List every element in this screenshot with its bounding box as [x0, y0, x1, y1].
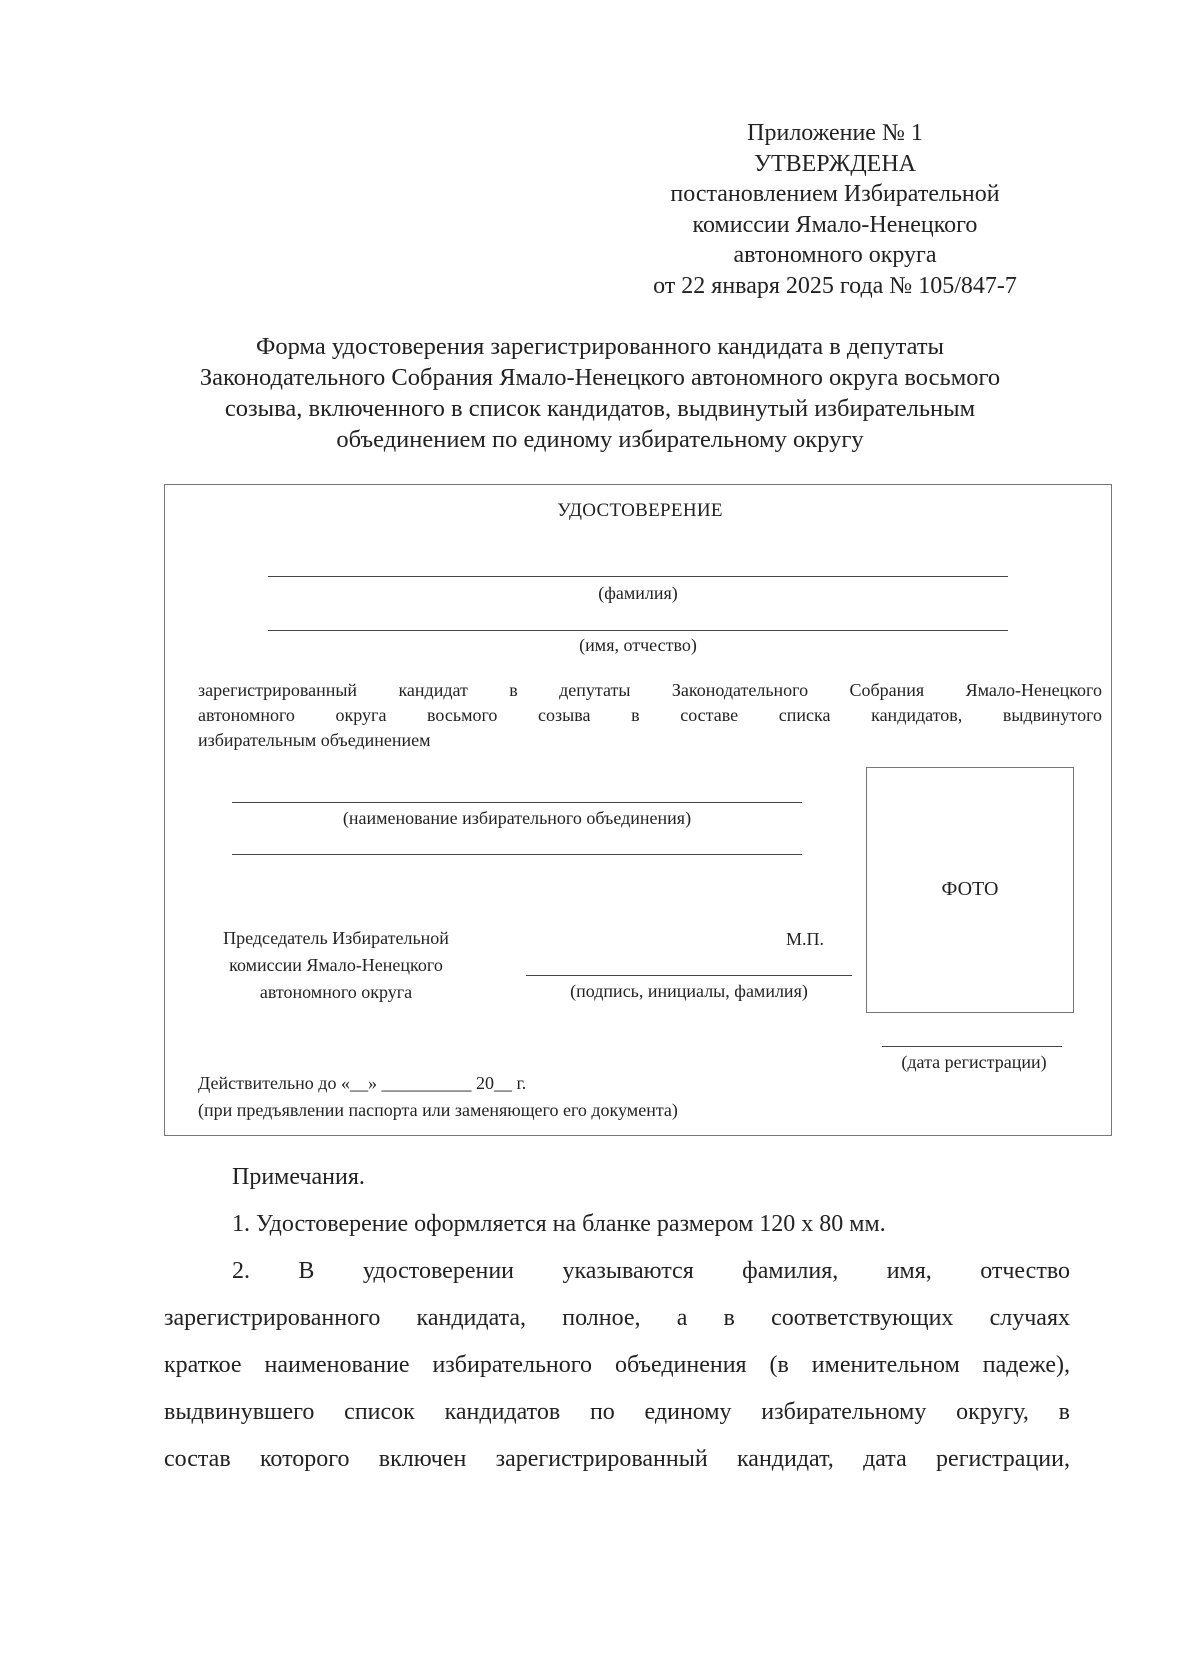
approved-by-line1: постановлением Избирательной: [670, 181, 1000, 207]
registration-date-caption: (дата регистрации): [901, 1052, 1047, 1072]
note-2-line2: зарегистрированного кандидата, полное, а в соответствующих случаях: [164, 1305, 1070, 1331]
certificate-body-line3: избирательным объединением: [198, 730, 431, 750]
note-2-line4: выдвинувшего список кандидатов по единому избирательному округу, в: [164, 1399, 1070, 1425]
valid-note: (при предъявлении паспорта или заменяющего его документа): [198, 1100, 678, 1120]
form-title-line2: Законодательного Собрания Ямало-Ненецкого автономного округа восьмого: [199, 364, 1001, 391]
certificate-body-line2: автономного округа восьмого созыва в составе списка кандидатов, выдвинутого: [198, 705, 1102, 725]
form-title-line1: Форма удостоверения зарегистрированного кандидата в депутаты: [256, 333, 944, 360]
notes-title: Примечания.: [232, 1164, 365, 1190]
chairman-line3: автономного округа: [259, 982, 413, 1002]
signature-caption: (подпись, инициалы, фамилия): [570, 981, 808, 1001]
signature-line: [526, 975, 852, 976]
note-2-line1: 2. В удостоверении указываются фамилия, имя, отчество: [232, 1258, 1070, 1284]
chairman-block: [186, 925, 486, 1006]
chairman-line2: комиссии Ямало-Ненецкого: [229, 955, 443, 975]
surname-line: [268, 576, 1008, 577]
note-2-line3: краткое наименование избирательного объединения (в именительном падеже),: [164, 1352, 1070, 1378]
chairman-line1: Председатель Избирательной: [223, 928, 449, 948]
association-line-top: [232, 802, 802, 803]
name-line: [268, 630, 1008, 631]
note-2-line5: состав которого включен зарегистрированный кандидат, дата регистрации,: [164, 1446, 1070, 1472]
appendix-header: [620, 118, 1050, 301]
surname-caption: (фамилия): [598, 583, 678, 603]
association-caption: (наименование избирательного объединения): [342, 808, 692, 828]
approved-by-line2: комиссии Ямало-Ненецкого: [692, 211, 978, 238]
registration-date-line: [882, 1046, 1062, 1047]
certificate-body: [198, 678, 1102, 753]
approved-label: УТВЕРЖДЕНА: [753, 150, 917, 177]
association-line-bottom: [232, 854, 802, 855]
certificate-heading: УДОСТОВЕРЕНИЕ: [557, 500, 723, 521]
form-title: [150, 331, 1050, 455]
stamp-place: М.П.: [786, 929, 825, 949]
form-title-line3: созыва, включенного в список кандидатов, выдвинутый избирательным: [224, 395, 976, 422]
approved-by-line3: автономного округа: [733, 242, 937, 268]
certificate-body-line1: зарегистрированный кандидат в депутаты Законодательного Собрания Ямало-Ненецкого: [198, 680, 1102, 700]
name-caption: (имя, отчество): [579, 635, 697, 655]
appendix-number: Приложение № 1: [747, 120, 923, 146]
valid-until: Действительно до «__» __________ 20__ г.: [198, 1073, 527, 1093]
resolution-date: от 22 января 2025 года № 105/847-7: [653, 272, 1017, 299]
note-1: 1. Удостоверение оформляется на бланке размером 120 х 80 мм.: [232, 1211, 886, 1237]
form-title-line4: объединением по единому избирательному округу: [336, 426, 864, 453]
photo-label: ФОТО: [941, 878, 999, 900]
